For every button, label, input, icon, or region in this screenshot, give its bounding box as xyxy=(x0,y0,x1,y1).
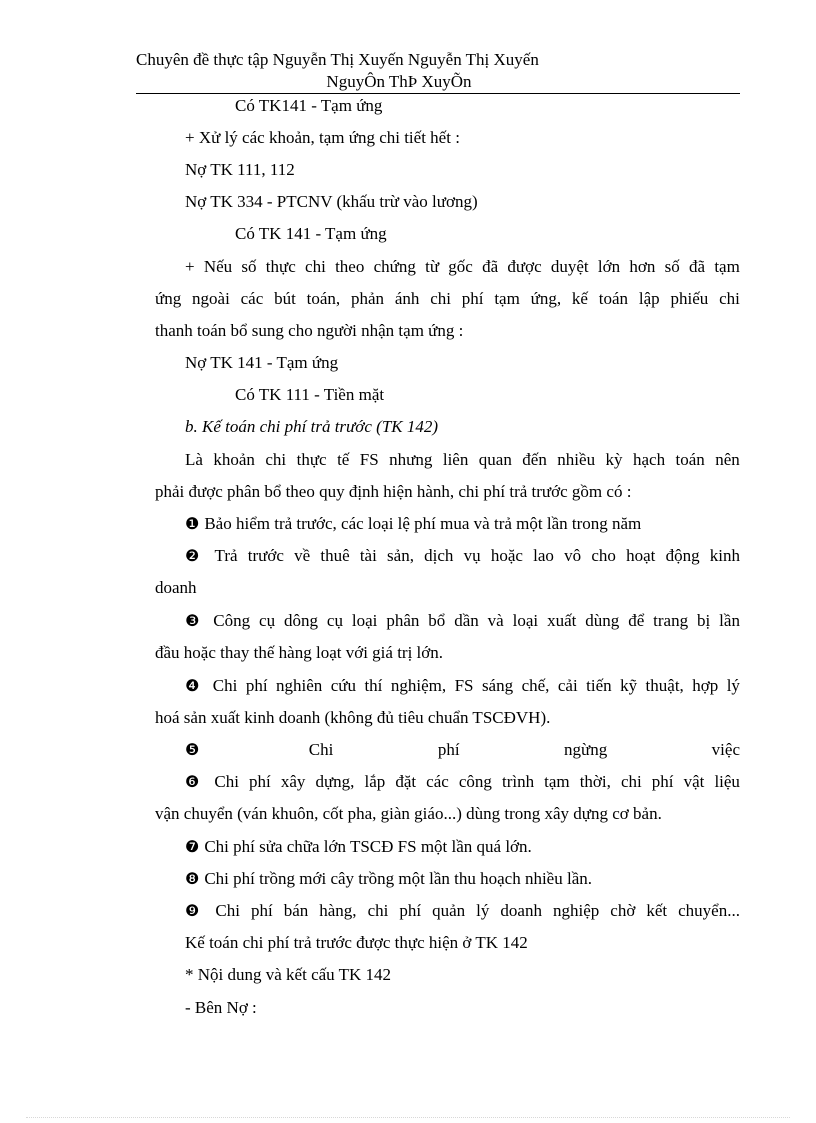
bullet-3-icon: ❸ xyxy=(185,611,200,630)
word: liệu xyxy=(714,772,740,791)
word: cho xyxy=(591,546,616,565)
word: đã xyxy=(689,257,706,276)
word: FS xyxy=(359,450,379,469)
word: dông xyxy=(284,611,318,630)
word: phân xyxy=(386,611,420,630)
word: gốc xyxy=(448,257,473,276)
word: thuê xyxy=(320,546,350,565)
word: phí xyxy=(651,772,674,791)
word: sản, xyxy=(387,546,414,565)
word: lắp xyxy=(364,772,386,791)
word: trang xyxy=(653,611,689,630)
paragraph-ke-toan-tk142: Kế toán chi phí trả trước được thực hiện ở TK 142 xyxy=(185,933,528,952)
word: lý xyxy=(476,901,490,920)
word: số xyxy=(664,257,680,276)
word: phí xyxy=(245,676,268,695)
word: vụ xyxy=(463,546,481,565)
word: lý xyxy=(726,676,740,695)
list-item-3-line-2: đầu hoặc thay thế hàng loạt với giá trị lớn. xyxy=(155,643,444,662)
word: phí xyxy=(437,740,460,759)
bullet-6-icon: ❻ xyxy=(185,772,200,791)
word: Công xyxy=(213,611,251,630)
word: công xyxy=(458,772,492,791)
word: đã xyxy=(482,257,499,276)
list-item-8 xyxy=(185,868,592,890)
word: trước xyxy=(247,546,284,565)
word: tiến xyxy=(586,676,612,695)
word: được xyxy=(507,257,542,276)
header-rule xyxy=(136,93,740,94)
word: phí xyxy=(250,901,273,920)
word: phản xyxy=(350,289,385,308)
word: thí xyxy=(364,676,383,695)
word: nên xyxy=(715,450,740,469)
word: chứng xyxy=(373,257,416,276)
list-item-6-line-2: vận chuyển (ván khuôn, cốt pha, giàn giáo...) dùng trong xây dựng cơ bản. xyxy=(155,804,662,823)
word: toán, xyxy=(306,289,341,308)
word: động xyxy=(665,546,700,565)
word: duyệt xyxy=(550,257,589,276)
bullet-1-icon: ❶ xyxy=(185,514,200,533)
list-item-2-line-2: doanh xyxy=(155,578,197,597)
bullet-4-icon: ❹ xyxy=(185,676,200,695)
bullet-8-icon: ❽ xyxy=(185,869,200,888)
word: liên xyxy=(442,450,469,469)
word: chi xyxy=(719,289,740,308)
word: xây xyxy=(280,772,306,791)
word: phí xyxy=(249,772,271,791)
word: bị xyxy=(697,611,711,630)
word: các xyxy=(426,772,449,791)
word: tế xyxy=(337,450,350,469)
word: toán xyxy=(675,450,705,469)
word: và xyxy=(487,611,504,630)
word: nhiều xyxy=(557,450,596,469)
word: chi xyxy=(305,257,326,276)
word: kết xyxy=(646,901,668,920)
word: bút xyxy=(274,289,296,308)
paragraph-noi-dung: * Nội dung và kết cấu TK 142 xyxy=(185,965,392,984)
paragraph-no-tk334: Nợ TK 334 - PTCNV (khấu trừ vào lương) xyxy=(185,192,478,211)
word: lập xyxy=(638,289,660,308)
word: hoặc xyxy=(490,546,523,565)
list-item-7 xyxy=(185,836,532,858)
word: chi xyxy=(430,289,451,308)
word: trình xyxy=(501,772,535,791)
word: nghiên xyxy=(276,676,323,695)
paragraph-co-tk141-2: Có TK 141 - Tạm ứng xyxy=(235,224,387,243)
word: Là xyxy=(185,450,203,469)
word: ứng, xyxy=(530,289,562,308)
word: dần xyxy=(454,611,479,630)
word: tài xyxy=(359,546,377,565)
paragraph-neu-so-line-2 xyxy=(155,288,740,310)
word: toán xyxy=(598,289,629,308)
word: xuất xyxy=(547,611,577,630)
word: loại xyxy=(512,611,539,630)
paragraph-no-tk141: Nợ TK 141 - Tạm ứng xyxy=(185,353,339,372)
word: khoản xyxy=(213,450,255,469)
bullet-9-icon: ❾ xyxy=(185,901,200,920)
word: vật xyxy=(683,772,705,791)
word: thời, xyxy=(579,772,611,791)
paragraph-la-khoan-line-2: phải được phân bổ theo quy định hiện hành, chi phí trả trước gồm có : xyxy=(155,482,632,501)
paragraph-co-tk141: Có TK141 - Tạm ứng xyxy=(235,96,383,115)
word: kỹ xyxy=(620,676,638,695)
word: loại xyxy=(351,611,378,630)
bullet-7-icon: ❼ xyxy=(185,837,200,856)
list-item-1 xyxy=(185,513,641,535)
word: việc xyxy=(711,740,740,759)
word: ứng xyxy=(155,289,182,308)
word: phí xyxy=(399,901,422,920)
word: để xyxy=(628,611,645,630)
word: Chi xyxy=(214,772,239,791)
list-item-text: Chi phí trồng mới cây trồng một lần thu hoạch nhiều lần. xyxy=(204,869,592,888)
list-item-5 xyxy=(185,739,740,761)
word: các xyxy=(240,289,264,308)
word: lớn xyxy=(597,257,621,276)
word: sáng xyxy=(481,676,514,695)
word: cứu xyxy=(330,676,356,695)
word: Chi xyxy=(215,901,240,920)
bullet-5-icon: ❺ xyxy=(185,740,200,759)
list-item-3-line-1 xyxy=(185,610,740,632)
paragraph-co-tk111: Có TK 111 - Tiền mặt xyxy=(235,385,385,404)
word: bổ xyxy=(428,611,446,630)
word: kinh xyxy=(709,546,740,565)
word: Trả xyxy=(214,546,238,565)
word: kỳ xyxy=(605,450,623,469)
word: tạm xyxy=(544,772,570,791)
word: cụ xyxy=(259,611,276,630)
word: vô xyxy=(564,546,582,565)
header-line-1: Chuyên đề thực tập Nguyễn Thị Xuyến Nguyễn Thị Xuyến xyxy=(136,50,539,69)
word: tạm xyxy=(714,257,740,276)
word: ánh xyxy=(394,289,420,308)
word: hơn xyxy=(629,257,656,276)
word: quản xyxy=(432,901,466,920)
list-item-6-line-1 xyxy=(185,771,740,793)
word: phiếu xyxy=(670,289,709,308)
word: Chi xyxy=(308,740,334,759)
word: dịch xyxy=(424,546,454,565)
word: chờ xyxy=(610,901,636,920)
word: tạm xyxy=(494,289,520,308)
word: hàng, xyxy=(319,901,357,920)
paragraph-neu-so-line-1 xyxy=(185,256,740,278)
word: về xyxy=(294,546,311,565)
word: chế, xyxy=(521,676,550,695)
word: chi xyxy=(620,772,642,791)
list-item-2-line-1 xyxy=(185,545,740,567)
list-item-4-line-2: hoá sản xuất kinh doanh (không đủ tiêu chuẩn TSCĐVH). xyxy=(155,708,551,727)
word: nhưng xyxy=(389,450,433,469)
word: ngừng xyxy=(564,740,608,759)
paragraph-ben-no: - Bên Nợ : xyxy=(185,998,257,1017)
word: kế xyxy=(571,289,588,308)
word: thực xyxy=(296,450,327,469)
list-item-9 xyxy=(185,900,740,922)
bullet-2-icon: ❷ xyxy=(185,546,200,565)
list-item-text: Chi phí sửa chữa lớn TSCĐ FS một lần quá lớn. xyxy=(204,837,532,856)
word: từ xyxy=(425,257,440,276)
list-item-4-line-1 xyxy=(185,675,740,697)
word: hợp xyxy=(692,676,719,695)
word: phí xyxy=(461,289,484,308)
word: lần xyxy=(719,611,740,630)
word: cụ xyxy=(326,611,343,630)
word: hoạt xyxy=(626,546,656,565)
word: thuật, xyxy=(645,676,684,695)
word: chuyển... xyxy=(678,901,740,920)
section-heading-tk142: b. Kế toán chi phí trả trước (TK 142) xyxy=(185,417,439,436)
page-bottom-edge xyxy=(26,1117,790,1118)
header-line-2: NguyÔn ThÞ XuyÕn xyxy=(326,72,472,91)
word: chi xyxy=(265,450,287,469)
word: đặt xyxy=(395,772,417,791)
word: hạch xyxy=(632,450,666,469)
word: số xyxy=(241,257,257,276)
word: theo xyxy=(335,257,365,276)
word: lao xyxy=(533,546,554,565)
word: + xyxy=(185,257,195,276)
word: Nếu xyxy=(203,257,233,276)
word: đến xyxy=(522,450,547,469)
word: chi xyxy=(367,901,389,920)
paragraph-la-khoan-line-1 xyxy=(185,449,740,471)
word: dùng xyxy=(585,611,620,630)
page-header xyxy=(136,49,740,93)
word: bán xyxy=(283,901,309,920)
word: Chi xyxy=(212,676,238,695)
word: FS xyxy=(454,676,474,695)
word: cải xyxy=(557,676,578,695)
word: ngoài xyxy=(192,289,230,308)
word: nghiệm, xyxy=(390,676,447,695)
paragraph-neu-so-line-3: thanh toán bổ sung cho người nhận tạm ứng : xyxy=(155,321,464,340)
list-item-text: Bảo hiểm trả trước, các loại lệ phí mua và trả một lần trong năm xyxy=(204,514,642,533)
paragraph-no-tk111: Nợ TK 111, 112 xyxy=(185,160,295,179)
word: doanh xyxy=(500,901,542,920)
word: thực xyxy=(265,257,296,276)
word: dựng, xyxy=(315,772,355,791)
word: quan xyxy=(478,450,512,469)
word: nghiệp xyxy=(552,901,600,920)
paragraph-xu-ly: + Xử lý các khoản, tạm ứng chi tiết hết : xyxy=(185,128,460,147)
